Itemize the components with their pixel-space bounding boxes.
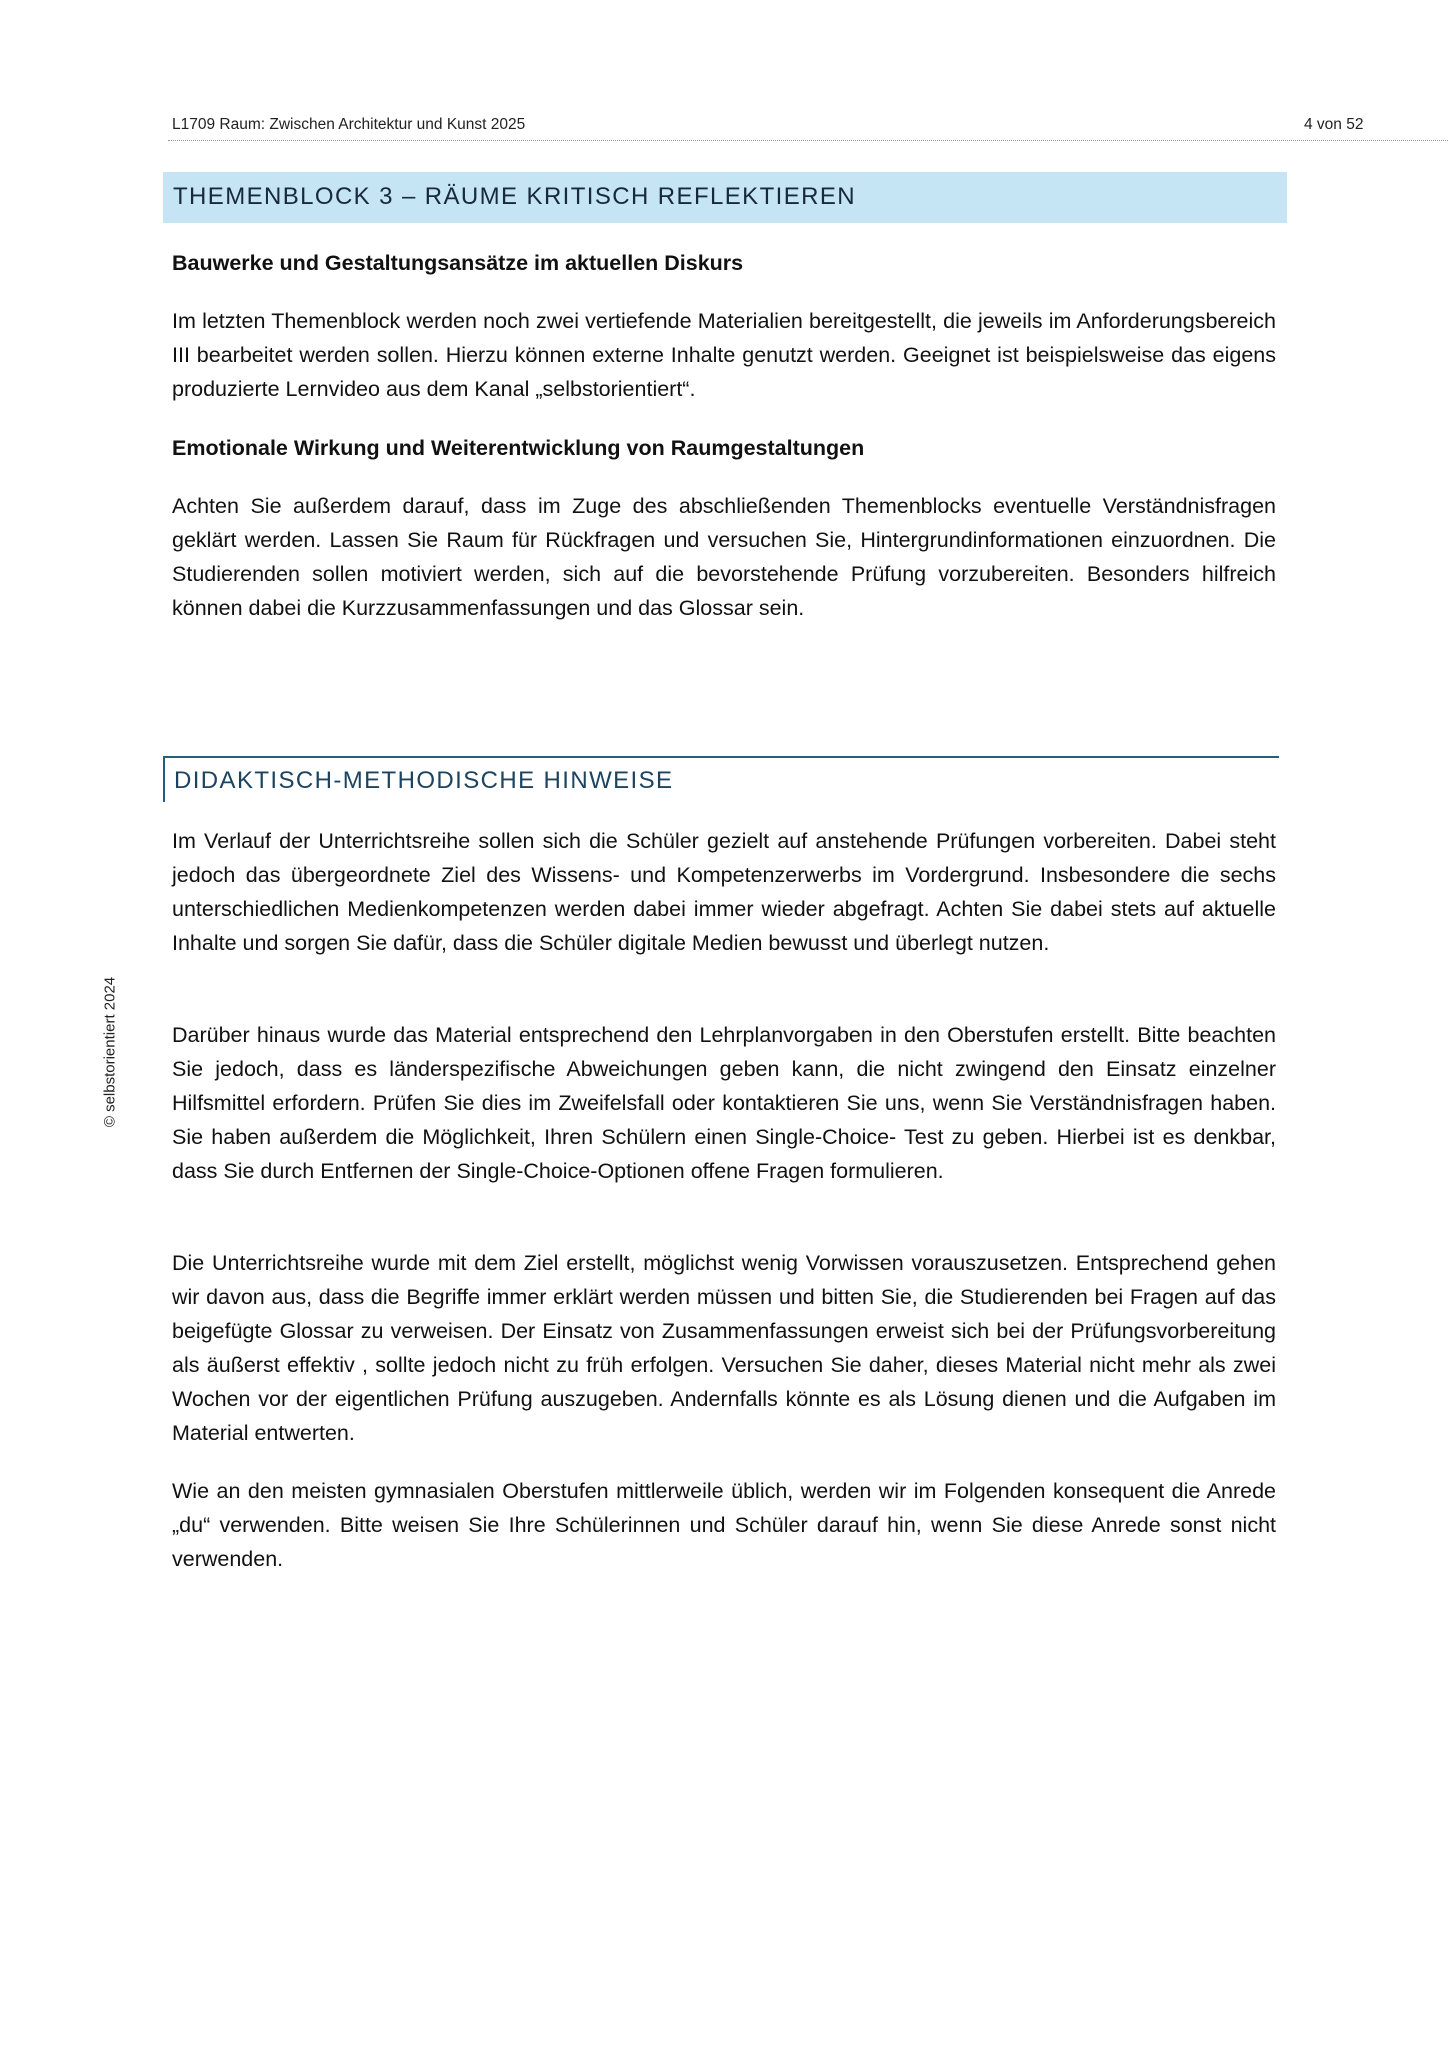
subheading-emotionale-wirkung: Emotionale Wirkung und Weiterentwicklung von Raumgestaltungen (172, 436, 865, 460)
didactic-paragraph-4: Wie an den meisten gymnasialen Oberstufen mittlerweile üblich, werden wir im Folgenden konsequent die Anrede „du“ verwenden. Bitte weisen Sie Ihre Schülerinnen und Schüler darauf hin, wenn Sie diese Anrede sonst nicht verwenden. (172, 1479, 1276, 1571)
didactic-section-title: DIDAKTISCH-METHODISCHE HINWEISE (174, 767, 674, 794)
document-title: L1709 Raum: Zwischen Architektur und Kunst 2025 (172, 116, 526, 133)
page-number: 4 von 52 (1304, 116, 1364, 133)
subheading-bauwerke: Bauwerke und Gestaltungsansätze im aktuellen Diskurs (172, 251, 744, 275)
didactic-paragraph-1: Im Verlauf der Unterrichtsreihe sollen sich die Schüler gezielt auf anstehende Prüfungen vorbereiten. Dabei steht jedoch das übergeordnete Ziel des Wissens- und Kompetenzerwerbs im Vordergrund. Insbesondere die sechs unterschiedlichen Medienkompetenzen werden dabei immer wieder abgefragt. Achten Sie dabei stets auf aktuelle Inhalte und sorgen Sie dafür, dass die Schüler digitale Medien bewusst und überlegt nutzen. (172, 829, 1276, 955)
theme-paragraph-1: Im letzten Themenblock werden noch zwei vertiefende Materialien bereitgestellt, die jeweils im Anforderungsbereich III bearbeitet werden sollen. Hierzu können externe Inhalte genutzt werden. Geeignet ist beispielsweise das eigens produzierte Lernvideo aus dem Kanal „selbstorientiert“. (172, 309, 1276, 401)
page-header (168, 114, 1448, 141)
didactic-section-heading (163, 756, 1279, 802)
theme-block-heading (163, 172, 1287, 223)
copyright-note: © selbstorientiert 2024 (101, 976, 119, 1128)
theme-paragraph-2: Achten Sie außerdem darauf, dass im Zuge des abschließenden Themenblocks eventuelle Verständnisfragen geklärt werden. Lassen Sie Raum für Rückfragen und versuchen Sie, Hintergrundinformationen einzuordnen. Die Studierenden sollen motiviert werden, sich auf die bevorstehende Prüfung vorzubereiten. Besonders hilfreich können dabei die Kurzzusammenfassungen und das Glossar sein. (172, 494, 1276, 620)
didactic-paragraph-3: Die Unterrichtsreihe wurde mit dem Ziel erstellt, möglichst wenig Vorwissen vorauszusetzen. Entsprechend gehen wir davon aus, dass die Begriffe immer erklärt werden müssen und bitten Sie, die Studierenden bei Fragen auf das beigefügte Glossar zu verweisen. Der Einsatz von Zusammenfassungen erweist sich bei der Prüfungsvorbereitung als äußerst effektiv , sollte jedoch nicht zu früh erfolgen. Versuchen Sie daher, dieses Material nicht mehr als zwei Wochen vor der eigentlichen Prüfung auszugeben. Andernfalls könnte es als Lösung dienen und die Aufgaben im Material entwerten. (172, 1251, 1276, 1445)
didactic-paragraph-2: Darüber hinaus wurde das Material entsprechend den Lehrplanvorgaben in den Oberstufen erstellt. Bitte beachten Sie jedoch, dass es länderspezifische Abweichungen geben kann, die nicht zwingend den Einsatz einzelner Hilfsmittel erfordern. Prüfen Sie dies im Zweifelsfall oder kontaktieren Sie uns, wenn Sie Verständnisfragen haben. Sie haben außerdem die Möglichkeit, Ihren Schülern einen Single-Choice- Test zu geben. Hierbei ist es denkbar, dass Sie durch Entfernen der Single-Choice-Optionen offene Fragen formulieren. (172, 1023, 1276, 1183)
theme-block-title: THEMENBLOCK 3 – RÄUME KRITISCH REFLEKTIEREN (173, 183, 856, 210)
